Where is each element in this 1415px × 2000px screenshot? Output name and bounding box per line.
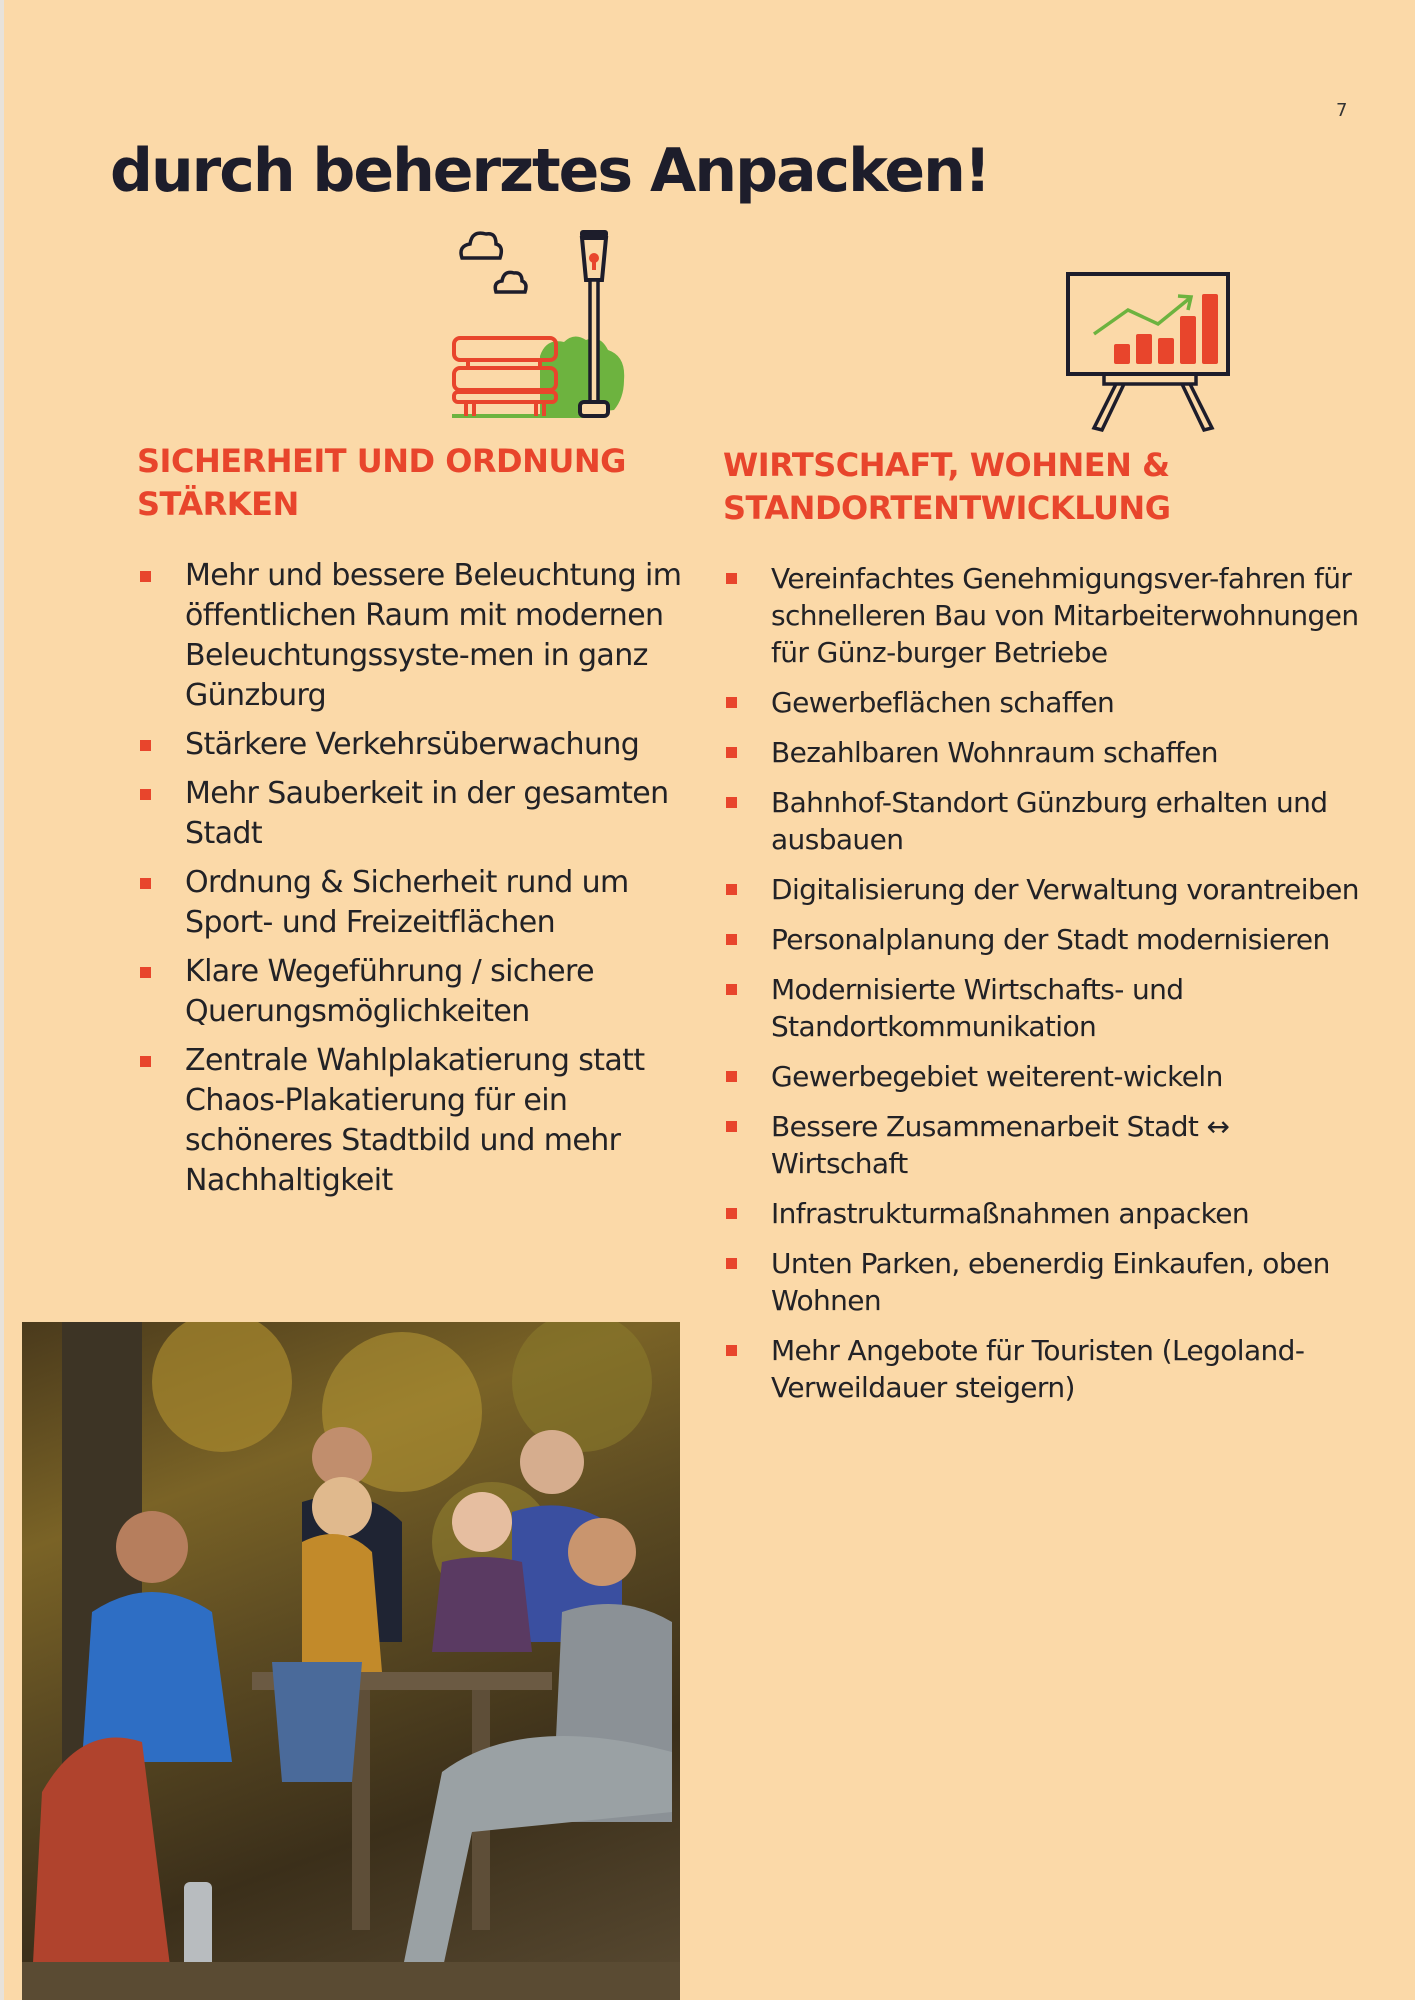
bullet-list [137,556,697,1201]
list-item [723,921,1363,958]
section-heading [137,440,697,526]
list-item [723,1245,1363,1319]
bullet-square-icon [726,1345,737,1356]
page-number: 7 [1336,100,1348,121]
list-item [723,560,1363,671]
list-item-text: Ordnung & Sicherheit rund um Sport- und Freizeitflächen [185,865,629,940]
list-item-text: Klare Wegeführung / sichere Querungsmöglichkeiten [185,954,594,1029]
cloud-icon [495,272,526,292]
list-item [723,734,1363,771]
list-item-text: Zentrale Wahlplakatierung statt Chaos-Plakatierung für ein schöneres Stadtbild und mehr Nachhaltigkeit [185,1043,645,1198]
park-bench-streetlamp-icon [452,226,652,422]
bullet-square-icon [140,740,151,751]
list-item-text: Personalplanung der Stadt modernisieren [771,923,1330,956]
bullet-square-icon [726,1208,737,1219]
bullet-square-icon [726,747,737,758]
list-item [137,556,697,716]
list-item-text: Digitalisierung der Verwaltung vorantreiben [771,873,1359,906]
bullet-square-icon [726,934,737,945]
bullet-square-icon [726,1071,737,1082]
bullet-square-icon [726,573,737,584]
list-item-text: Mehr Sauberkeit in der gesamten Stadt [185,776,669,851]
list-item [137,1041,697,1201]
bullet-square-icon [726,797,737,808]
list-item-text: Unten Parken, ebenerdig Einkaufen, oben Wohnen [771,1247,1330,1317]
list-item [723,1332,1363,1406]
list-item [723,684,1363,721]
list-item-text: Bezahlbaren Wohnraum schaffen [771,736,1218,769]
list-item-text: Infrastrukturmaßnahmen anpacken [771,1197,1250,1230]
section-heading [723,444,1363,530]
bullet-list [723,560,1363,1406]
list-item-text: Mehr und bessere Beleuchtung im öffentlichen Raum mit modernen Beleuchtungssyste-men in ganz Günzburg [185,558,682,713]
cloud-icon [461,233,501,258]
list-item-text: Gewerbegebiet weiterent-wickeln [771,1060,1223,1093]
list-item [137,952,697,1032]
list-item [723,784,1363,858]
bullet-square-icon [726,1258,737,1269]
bullet-square-icon [140,878,151,889]
bullet-square-icon [726,697,737,708]
family-picnic-photo [22,1322,680,2000]
list-item [723,971,1363,1045]
bullet-square-icon [140,967,151,978]
page-title: durch beherztes Anpacken! [110,136,990,206]
bullet-square-icon [726,884,737,895]
bullet-square-icon [140,1056,151,1067]
page-edge [0,0,4,2000]
bullet-square-icon [140,789,151,800]
section-heading-line: STÄRKEN [137,485,299,523]
list-item [723,1195,1363,1232]
list-item [723,871,1363,908]
list-item [723,1058,1363,1095]
list-item-text: Modernisierte Wirtschafts- und Standortkommunikation [771,973,1184,1043]
section-heading-line: WIRTSCHAFT, WOHNEN & [723,446,1170,484]
section-sicherheit-ordnung [137,440,697,1210]
bullet-square-icon [140,571,151,582]
list-item-text: Bessere Zusammenarbeit Stadt ↔ Wirtschaft [771,1110,1230,1180]
list-item [137,725,697,765]
section-heading-line: SICHERHEIT UND ORDNUNG [137,442,626,480]
list-item [137,863,697,943]
section-wirtschaft-wohnen [723,444,1363,1419]
list-item-text: Stärkere Verkehrsüberwachung [185,727,640,762]
presentation-chart-icon [1064,270,1236,436]
list-item-text: Bahnhof-Standort Günzburg erhalten und ausbauen [771,786,1328,856]
section-heading-line: STANDORTENTWICKLUNG [723,489,1171,527]
list-item [137,774,697,854]
bullet-square-icon [726,1121,737,1132]
list-item-text: Mehr Angebote für Touristen (Legoland-Verweildauer steigern) [771,1334,1305,1404]
list-item [723,1108,1363,1182]
list-item-text: Gewerbeflächen schaffen [771,686,1115,719]
bullet-square-icon [726,984,737,995]
list-item-text: Vereinfachtes Genehmigungsver-fahren für schnelleren Bau von Mitarbeiterwohnungen für Günz-burger Betriebe [771,562,1359,669]
